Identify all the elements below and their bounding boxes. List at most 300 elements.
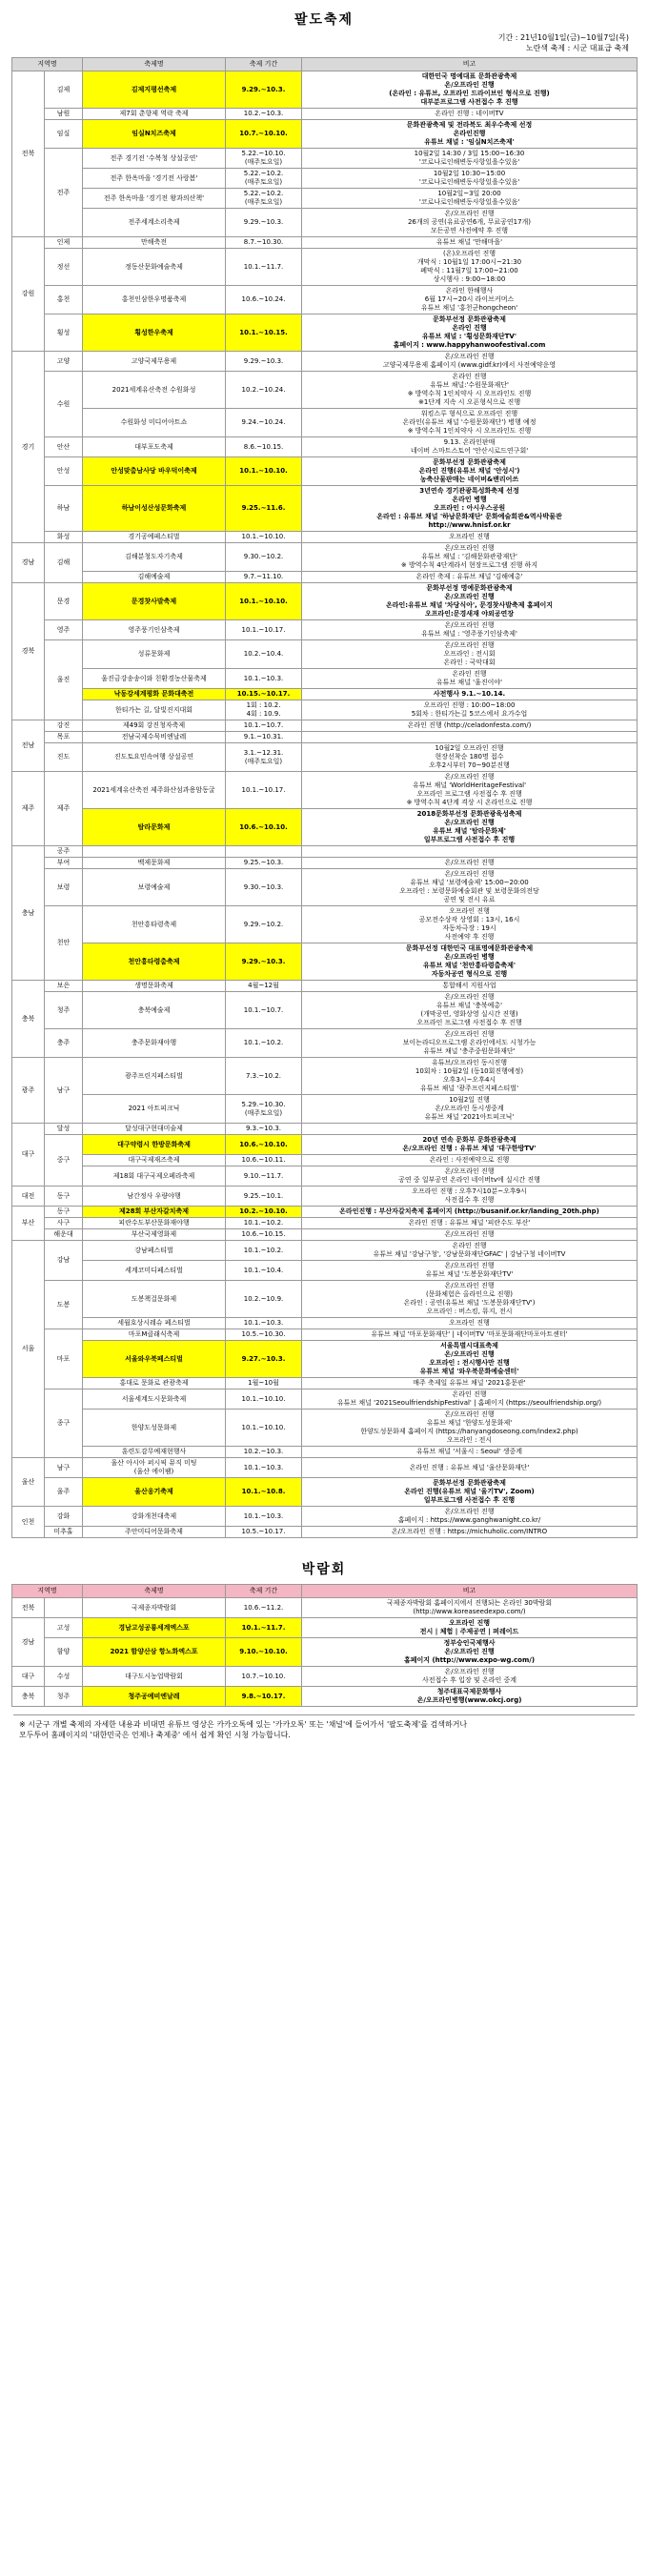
region-cell: 전북 — [12, 1598, 45, 1618]
expo-table-body — [12, 1598, 638, 1707]
table-row — [12, 1218, 638, 1229]
festival-name-cell: 달성대구현대미술제 — [83, 1124, 226, 1135]
expo-header-row — [12, 1585, 638, 1598]
festival-name-cell: 경기공예페스티벌 — [83, 532, 226, 543]
festival-name-cell: 하남이성산성문화축제 — [83, 486, 226, 532]
festival-name-cell: 부산국제영화제 — [83, 1229, 226, 1241]
note-cell — [302, 846, 638, 858]
notice-text: 노란색 축제 : 시군 대표급 축제 — [525, 44, 629, 52]
period-cell: 10.6.~10.10. — [226, 809, 302, 846]
period-cell: 10.1.~10.4. — [226, 1261, 302, 1281]
city-cell: 정선 — [45, 249, 83, 286]
festival-name-cell: 김해분청도자기축제 — [83, 543, 226, 572]
festival-name-cell: 충북예술제 — [83, 992, 226, 1029]
period-cell: 9.29.~10.3. — [226, 943, 302, 981]
city-cell: 고양 — [45, 352, 83, 372]
festival-name-cell: 대구약령시 한방문화축제 — [83, 1135, 226, 1155]
region-cell: 전북 — [12, 71, 45, 237]
city-cell: 보령 — [45, 869, 83, 906]
festival-name-cell: 남간정사 우량야행 — [83, 1187, 226, 1207]
festival-name-cell: 충주문화재야행 — [83, 1029, 226, 1058]
table-row — [12, 869, 638, 906]
festival-name-cell: 경남고성공룡세계엑스포 — [83, 1618, 226, 1638]
note-cell: 온라인 진행 : 유튜브 채널 '피란수도 부산' — [302, 1218, 638, 1229]
note-cell: 9.13. 온라인판매 네이버 스마트스토어 '안산시로드연구회' — [302, 437, 638, 457]
period-cell: 5.22.~10.2. (매주토요일) — [226, 189, 302, 209]
period-cell: 10.7.~10.10. — [226, 120, 302, 149]
note-cell: 온/오프라인 진행 보이는라디오프로그램 온라인에서도 시청가능 유튜브 채널 '충주중원문화재단' — [302, 1029, 638, 1058]
table-row — [12, 583, 638, 620]
table-row — [12, 1318, 638, 1329]
period-cell: 10.6.~10.10. — [226, 1135, 302, 1155]
period-cell: 9.29.~10.3. — [226, 352, 302, 372]
note-cell: 10월2일 14:30 / 3일 15:00~16:30 '코로나로인해변동사항있을수있음' — [302, 149, 638, 169]
table-row — [12, 249, 638, 286]
period-cell: 10.2.~10.24. — [226, 372, 302, 409]
festival-name-cell: 강남페스티벌 — [83, 1241, 226, 1261]
region-cell: 전남 — [12, 720, 45, 772]
festival-name-cell: 강화개천대축제 — [83, 1507, 226, 1527]
city-cell — [45, 1598, 83, 1618]
expo-header-name: 축제명 — [83, 1585, 226, 1598]
table-row — [12, 71, 638, 109]
period-cell: 10.2.~10.3. — [226, 109, 302, 120]
region-cell: 경남 — [12, 543, 45, 583]
note-cell: 온/오프라인 진행 유튜브 채널 : '김해문화관광재단' ※ 방역수칙 4단계라서 현장프로그램 진행 하지 — [302, 543, 638, 572]
region-cell: 경남 — [12, 1618, 45, 1667]
city-cell: 울진 — [45, 640, 83, 720]
festival-name-cell: 전남국제수묵비엔날레 — [83, 732, 226, 743]
period-cell: 10.1.~10.7. — [226, 992, 302, 1029]
period-cell: 3.1.~12.31. (매주토요일) — [226, 743, 302, 772]
festival-name-cell: 2021세계유산축전 제주화산섬과용암동굴 — [83, 772, 226, 809]
city-cell: 동구 — [45, 1187, 83, 1207]
table-row — [12, 352, 638, 372]
table-row — [12, 1229, 638, 1241]
period-cell: 5.22.~10.2. (매주토요일) — [226, 169, 302, 189]
festival-name-cell: 청주공예비엔날레 — [83, 1687, 226, 1707]
period-cell: 10.6.~10.11. — [226, 1155, 302, 1166]
city-cell: 안성 — [45, 457, 83, 486]
period-cell: 8.7.~10.30. — [226, 237, 302, 249]
city-cell: 부여 — [45, 858, 83, 869]
city-cell: 남구 — [45, 1058, 83, 1124]
festival-name-cell: 만해축전 — [83, 237, 226, 249]
note-cell: 문화부선정 명예문화관광축제 온/오프라인 진행 온라인:유튜브 채널 '차당식아', 문경찻사발축제 홈페이지 오프라인:문경새재 야외공연장 — [302, 583, 638, 620]
city-cell: 달성 — [45, 1124, 83, 1135]
period-cell: 10.5.~10.30. — [226, 1329, 302, 1341]
expo-header-region: 지역명 — [12, 1585, 83, 1598]
festival-name-cell: 홍천인삼한우명품축제 — [83, 286, 226, 314]
period-cell: 10.6.~10.15. — [226, 1229, 302, 1241]
table-row — [12, 846, 638, 858]
city-cell: 보은 — [45, 981, 83, 992]
festival-name-cell: 울진금강송송이와 친환경농산물축제 — [83, 669, 226, 689]
note-cell: 온/오프라인 진행 유튜브 채널 '도봉문화재단TV' — [302, 1261, 638, 1281]
table-row — [12, 1187, 638, 1207]
note-cell: 매주 축제일 유튜브 채널 '2021홍문관' — [302, 1378, 638, 1389]
festival-name-cell: 한양도성문화제 — [83, 1410, 226, 1447]
table-row — [12, 209, 638, 237]
period-cell: 9.29.~10.3. — [226, 71, 302, 109]
city-cell: 진도 — [45, 743, 83, 772]
table-row — [12, 486, 638, 532]
note-cell: 문화부선정 대한민국 대표명예문화관광축제 온/오프라인 병행 유튜브 채널 '천안흥타령춤축제' 자동차공연 형식으로 진행 — [302, 943, 638, 981]
city-cell: 수원 — [45, 372, 83, 437]
period-cell: 1회 : 10.2. 4회 : 10.9. — [226, 700, 302, 720]
table-row — [12, 689, 638, 700]
period-cell: 10.1.~10.3. — [226, 1318, 302, 1329]
period-cell: 9.25.~10.3. — [226, 858, 302, 869]
city-cell: 강남 — [45, 1241, 83, 1281]
note-cell: 온/오프라인 진행 유튜브 채널 'WorldHeritageFestival' 오프라인 프로그램 사전접수 후 진행 ※ 방역수칙 4단계 격상 시 온라인으로 진행 — [302, 772, 638, 809]
period-cell: 9.27.~10.3. — [226, 1341, 302, 1378]
festival-name-cell: 보령예술제 — [83, 869, 226, 906]
note-cell: 온라인 진행 : 네이버TV — [302, 109, 638, 120]
note-cell: 정부승인국제행사 온/오프라인 진행 홈페이지 (http://www.expo-wg.com/) — [302, 1638, 638, 1667]
city-cell: 강진 — [45, 720, 83, 732]
region-cell: 경기 — [12, 352, 45, 543]
period-cell: 10.1.~10.3. — [226, 669, 302, 689]
table-row — [12, 981, 638, 992]
city-cell: 천안 — [45, 906, 83, 981]
city-cell: 마포 — [45, 1329, 83, 1389]
table-row — [12, 809, 638, 846]
region-cell: 대구 — [12, 1124, 45, 1187]
city-cell: 김제 — [45, 71, 83, 109]
festival-name-cell: 성류문화제 — [83, 640, 226, 669]
festival-name-cell: 제49회 강진청자축제 — [83, 720, 226, 732]
note-cell: 문화부선정 문화관광축제 온라인 진행(유튜브 채널 '안성시') 농축산물판매는 네이버&밴리어쓰 — [302, 457, 638, 486]
city-cell: 영주 — [45, 620, 83, 640]
table-row — [12, 532, 638, 543]
note-cell: 온/오프라인 진행 고양국제무용제 홈페이지 (www.gidf.kr)에서 사전예약운영 — [302, 352, 638, 372]
region-cell: 대구 — [12, 1667, 45, 1687]
note-cell: 유튜브 채널 '만해마을' — [302, 237, 638, 249]
festival-name-cell: 마포M클래식축제 — [83, 1329, 226, 1341]
table-row — [12, 109, 638, 120]
period-cell: 10.1.~10.3. — [226, 1458, 302, 1478]
period-cell: 10.1.~10.10. — [226, 532, 302, 543]
region-cell: 제주 — [12, 772, 45, 846]
note-cell: 10월2일 10:30~15:00 '코로나로인해변동사항있을수있음' — [302, 169, 638, 189]
period-cell: 10.1.~11.7. — [226, 249, 302, 286]
note-cell: 10월2일 진행 온/오프라인 동시생중계 유튜브 채널 '2021아트피크닉' — [302, 1095, 638, 1124]
expo-table — [11, 1584, 638, 1707]
note-cell: 온라인 진행 유튜브 채널 '강남구청', '강남문화재단GFAC' | 강남구청 네이버TV — [302, 1241, 638, 1261]
note-cell: 10월2일~3일 20:00 '코로나로인해변동사항있을수있음' — [302, 189, 638, 209]
city-cell: 종구 — [45, 1389, 83, 1458]
city-cell: 수성 — [45, 1667, 83, 1687]
city-cell: 해운대 — [45, 1229, 83, 1241]
period-cell: 9.1.~10.31. — [226, 732, 302, 743]
festival-name-cell: 생명문화축제 — [83, 981, 226, 992]
table-row — [12, 1618, 638, 1638]
table-row — [12, 858, 638, 869]
festival-name-cell: 횡성한우축제 — [83, 314, 226, 352]
period-cell: 9.29.~10.2. — [226, 906, 302, 943]
city-cell: 청주 — [45, 1687, 83, 1707]
period-cell: 10.1.~10.15. — [226, 314, 302, 352]
note-cell: 온/오프라인 진행 공연 중 일부공연 온라인 네이버tv에 실시간 진행 — [302, 1166, 638, 1187]
festival-name-cell: 제18회 대구국제오페라축제 — [83, 1166, 226, 1187]
period-cell: 5.29.~10.30. (매주토요일) — [226, 1095, 302, 1124]
festival-name-cell: 김해예술제 — [83, 572, 226, 583]
note-cell: 온/오프라인 진행 사전접수 후 입장 및 온라인 중계 — [302, 1667, 638, 1687]
table-row — [12, 992, 638, 1029]
note-cell: 온라인 축제 : 유튜브 채널 '김해예총' — [302, 572, 638, 583]
table-row — [12, 720, 638, 732]
region-cell: 부산 — [12, 1207, 45, 1241]
period-cell: 4월~12월 — [226, 981, 302, 992]
period-text: 기간 : 21년10월1일(금)~10월7일(목) — [497, 33, 629, 42]
period-cell: 10.7.~10.10. — [226, 1667, 302, 1687]
festival-name-cell: 전주세계소리축제 — [83, 209, 226, 237]
period-cell: 10.5.~10.17. — [226, 1527, 302, 1538]
festival-name-cell: 천안흥타령춤축제 — [83, 943, 226, 981]
city-cell: 남원 — [45, 109, 83, 120]
city-cell: 중구 — [45, 1135, 83, 1187]
city-cell: 화성 — [45, 532, 83, 543]
festival-name-cell: 탐라문화제 — [83, 809, 226, 846]
city-cell: 임실 — [45, 120, 83, 149]
period-cell: 7.3.~10.2. — [226, 1058, 302, 1095]
expo-header-period: 축제 기간 — [226, 1585, 302, 1598]
festival-name-cell: 대구국제재즈축제 — [83, 1155, 226, 1166]
note-cell: 온/오프라인 진행 — [302, 1229, 638, 1241]
festival-table — [11, 57, 638, 1538]
note-cell: 문화관광축제 및 전라북도 최우수축제 선정 온라인진행 유튜브 채널 : '임실N치즈축제' — [302, 120, 638, 149]
festival-name-cell: 홍대로 문화로 관광축제 — [83, 1378, 226, 1389]
table-row — [12, 1527, 638, 1538]
festival-table-body — [12, 71, 638, 1538]
region-cell: 울산 — [12, 1458, 45, 1507]
festival-name-cell: 세계코미디페스티벌 — [83, 1261, 226, 1281]
festival-name-cell: 도봉책걸문화제 — [83, 1281, 226, 1318]
period-cell: 9.10.~10.10. — [226, 1638, 302, 1667]
expo-header-note: 비고 — [302, 1585, 638, 1598]
festival-name-cell: 울산 아시아 퍼시픽 뮤직 미팅 (울산 에이팸) — [83, 1458, 226, 1478]
header-note: 비고 — [302, 58, 638, 71]
table-row — [12, 1058, 638, 1095]
festival-name-cell: 대부포도축제 — [83, 437, 226, 457]
region-cell: 경북 — [12, 583, 45, 720]
note-cell: (온)오프라인 진행 개막식 : 10월1일 17:00시~21:30 폐막식 : 11월7일 17:00~21:00 상시행사 : 9:00~18:00 — [302, 249, 638, 286]
city-cell: 목포 — [45, 732, 83, 743]
table-row — [12, 543, 638, 572]
note-cell: 20년 연속 문화부 문화관광축제 온/오프라인 진행 : 유튜브 채널 '대구한방TV' — [302, 1135, 638, 1155]
city-cell: 남구 — [45, 1458, 83, 1478]
note-cell: 유튜브/오프라인 동시진행 10회차 : 10월2일 (동10회진행예정) 오후3시~오후4시 유튜브 채널 '광주프린지페스티벌' — [302, 1058, 638, 1095]
note-cell: 온/오프라인 진행 유튜브 채널 '한양도성문화제' 한양도성문화제 홈페이지 (https://hanyangdoseong.com/index2.php) 오프라인 : 전시 — [302, 1410, 638, 1447]
note-cell: 오프라인 진행 : 오후7시10분~오후9시 사전접수 후 진행 — [302, 1187, 638, 1207]
festival-name-cell: 피란수도부산문화재야행 — [83, 1218, 226, 1229]
note-cell: 3년연속 경기관광특성화축제 선정 온라인 병행 오프라인 : 아시우스공원 온라인 : 유튜브 채널 '하남문화재단' 문화예술회관&역사박물관 http://www.hnisf.or.kr — [302, 486, 638, 532]
period-cell: 10.1.~10.3. — [226, 1507, 302, 1527]
table-row — [12, 700, 638, 720]
festival-name-cell: 진도토요민속여행 상설공연 — [83, 743, 226, 772]
table-row — [12, 1329, 638, 1341]
table-row — [12, 906, 638, 943]
table-row — [12, 1095, 638, 1124]
footer-note: ※ 시군구 개별 축제의 자세한 내용과 비대면 유튜브 영상은 카카오톡에 있는 '카카오톡' 또는 '채널'에 들어가서 '팔도축제'를 검색하거나 모두투어 홈페이지의 '대한민국은 언제나 축제중' 에서 쉽게 확인 시청 가능합니다. — [13, 1714, 635, 1744]
note-cell: 오프라인 진행 : 10:00~18:00 5회차 : 한티가는길 5코스에서 요가수업 — [302, 700, 638, 720]
note-cell: 청주대표국제문화행사 온/오프라인병행(www.okcj.org) — [302, 1687, 638, 1707]
city-cell: 고성 — [45, 1618, 83, 1638]
city-cell: 김해 — [45, 543, 83, 583]
table-row — [12, 1447, 638, 1458]
period-cell: 9.30.~10.3. — [226, 869, 302, 906]
table-row — [12, 1029, 638, 1058]
period-cell: 9.25.~11.6. — [226, 486, 302, 532]
festival-name-cell: 대구도시농업박람회 — [83, 1667, 226, 1687]
period-cell: 9.8.~10.17. — [226, 1687, 302, 1707]
festival-name-cell: 영주풍기인삼축제 — [83, 620, 226, 640]
note-cell: 오프라인 진행 전시 | 체험 | 주제공연 | 퍼레이드 — [302, 1618, 638, 1638]
festival-name-cell: 문경찻사발축제 — [83, 583, 226, 620]
city-cell: 강화 — [45, 1507, 83, 1527]
note-cell — [302, 732, 638, 743]
city-cell: 제주 — [45, 772, 83, 846]
page-title: 팔도축제 — [294, 12, 354, 28]
table-row — [12, 743, 638, 772]
city-cell: 동구 — [45, 1207, 83, 1218]
table-row — [12, 1261, 638, 1281]
note-cell: 온라인 진행 유튜브 채널:'수원문화재단' ※ 방역수칙 1인치약사 시 오프라인도 진행 ※1단계 지속 시 오픈형식으로 진행 — [302, 372, 638, 409]
city-cell: 인제 — [45, 237, 83, 249]
region-cell: 서울 — [12, 1241, 45, 1458]
period-cell: 10.1.~10.2. — [226, 1241, 302, 1261]
period-cell: 10.1.~10.10. — [226, 1410, 302, 1447]
note-cell: 유튜브 채널 '서울시 : Seoul' 생중계 — [302, 1447, 638, 1458]
festival-name-cell: 세월호상시레슈 페스티벌 — [83, 1318, 226, 1329]
note-cell: 워킹스루 형식으로 오프라인 진행 온라인(유튜브 채널 '수원문화재단') 병행 예정 ※ 방역수칙 1인치약사 시 오프라인도 진행 — [302, 409, 638, 437]
table-row — [12, 1135, 638, 1155]
table-row — [12, 189, 638, 209]
table-row — [12, 1638, 638, 1667]
period-cell: 10.1.~10.2. — [226, 1218, 302, 1229]
period-cell: 5.22.~10.10. (매주토요일) — [226, 149, 302, 169]
table-row — [12, 572, 638, 583]
festival-name-cell: 정동산문화예술축제 — [83, 249, 226, 286]
table-row — [12, 314, 638, 352]
festival-name-cell: 임실N치즈축제 — [83, 120, 226, 149]
festival-name-cell: 서울와우북페스티벌 — [83, 1341, 226, 1378]
festival-name-cell: 2021 함양산삼 항노화엑스포 — [83, 1638, 226, 1667]
period-cell: 10.1.~10.10. — [226, 1389, 302, 1410]
note-cell: 국제종자박람회 홈페이지에서 진행되는 온라인 30박람회 (http://www.koreaseedexpo.com/) — [302, 1598, 638, 1618]
period-cell: 8.6.~10.15. — [226, 437, 302, 457]
header-period: 축제 기간 — [226, 58, 302, 71]
festival-name-cell: 김제지평선축제 — [83, 71, 226, 109]
period-cell: 10.1.~10.17. — [226, 620, 302, 640]
festival-name-cell: 백제문화제 — [83, 858, 226, 869]
festival-name-cell: 수원화성 미디어아트쇼 — [83, 409, 226, 437]
period-cell: 9.24.~10.24. — [226, 409, 302, 437]
city-cell: 홍천 — [45, 286, 83, 314]
city-cell: 사구 — [45, 1218, 83, 1229]
region-cell: 충북 — [12, 1687, 45, 1707]
festival-name-cell: 주안미디어문화축제 — [83, 1527, 226, 1538]
table-row — [12, 943, 638, 981]
region-cell: 충남 — [12, 846, 45, 981]
note-cell: 사전행사 9.1.~10.14. — [302, 689, 638, 700]
note-cell: 온/오프라인 진행 (문화체험은 올라인으로 진행) 온라인 : 공연(유튜브 채널 '도봉문화재단TV') 오프라인 : 버스킹, 뮤지, 전시 — [302, 1281, 638, 1318]
note-cell: 온라인 : 사전예약으로 진행 — [302, 1155, 638, 1166]
city-cell: 전주 — [45, 149, 83, 237]
note-cell: 온라인 진행 유튜브 채널 '울진이야' — [302, 669, 638, 689]
note-cell: 서울특별시대표축제 온/오프라인 진행 오프라인 : 전시행사만 진행 유튜브 채널 '와우북문화예술센터' — [302, 1341, 638, 1378]
note-cell: 온라인 진행 유튜브 채널 '2021SeoulfriendshipFestival' | 홈페이지 (https://seoulfriendship.org/) — [302, 1389, 638, 1410]
table-row — [12, 457, 638, 486]
table-row — [12, 237, 638, 249]
city-cell: 청주 — [45, 992, 83, 1029]
note-cell — [302, 1124, 638, 1135]
table-row — [12, 732, 638, 743]
note-cell: 오프라인 진행 공모전수상작 상영회 : 13시, 16시 자동차극장 : 19시 사전예약 후 진행 — [302, 906, 638, 943]
table-row — [12, 1598, 638, 1618]
table-row — [12, 1166, 638, 1187]
note-cell: 문화부선정 문화관광축제 온라인 진행 유튜브 채널 : '횡성문화재단TV' 홈페이지 : www.happyhanwoofestival.com — [302, 314, 638, 352]
region-cell: 인천 — [12, 1507, 45, 1538]
festival-name-cell: 2021 아트피크닉 — [83, 1095, 226, 1124]
festival-name-cell: 한티가는 길, 달빛진지대회 — [83, 700, 226, 720]
expo-title: 박람회 — [301, 1562, 347, 1577]
table-row — [12, 1207, 638, 1218]
period-cell — [226, 846, 302, 858]
period-cell: 9.30.~10.2. — [226, 543, 302, 572]
festival-name-cell — [83, 846, 226, 858]
table-row — [12, 1507, 638, 1527]
festival-name-cell: 제7회 춘향제 역락 축제 — [83, 109, 226, 120]
festival-name-cell: 낙동강세계평화 문화대축전 — [83, 689, 226, 700]
note-cell: 온라인 진행 (http://celadonfesta.com/) — [302, 720, 638, 732]
period-cell: 9.29.~10.3. — [226, 209, 302, 237]
note-cell: 2018문화부선정 문화관광육성축제 온/오프라인 진행 유튜브 채널 '탐라문화제' 일부프로그램 사전접수 후 진행 — [302, 809, 638, 846]
festival-name-cell: 국제종자박람회 — [83, 1598, 226, 1618]
table-row — [12, 169, 638, 189]
city-cell: 하남 — [45, 486, 83, 532]
note-cell: 온/오프라인 진행 유튜브 채널 '충북예총' (개막공연, 영화상영 실시간 진행) 오프라인 프로그램 사전접수 후 진행 — [302, 992, 638, 1029]
table-row — [12, 1687, 638, 1707]
period-cell: 10.1.~10.10. — [226, 457, 302, 486]
table-row — [12, 409, 638, 437]
period-cell: 9.7.~11.10. — [226, 572, 302, 583]
note-cell: 온라인 진행 : 유튜브 채널 '울산문화재단' — [302, 1458, 638, 1478]
note-cell: 온/오프라인 진행 유튜브 채널 : '영주풍기인삼축제' — [302, 620, 638, 640]
note-cell: 온/오프라인 진행 — [302, 858, 638, 869]
period-cell: 10.1.~10.2. — [226, 1029, 302, 1058]
festival-name-cell: 제28회 부산자갈치축제 — [83, 1207, 226, 1218]
table-row — [12, 1389, 638, 1410]
festival-name-cell: 전주 한옥마을 '경기전 사랑봄' — [83, 169, 226, 189]
festival-name-cell: 서울세계도시문화축제 — [83, 1389, 226, 1410]
period-cell: 9.25.~10.1. — [226, 1187, 302, 1207]
city-cell: 문경 — [45, 583, 83, 620]
table-row — [12, 1410, 638, 1447]
period-cell: 10.1.~10.8. — [226, 1478, 302, 1507]
note-cell: 유튜브 채널 '마포문화재단' | 네이버TV '마포문화재단마포아트센터' — [302, 1329, 638, 1341]
city-cell: 울주 — [45, 1478, 83, 1507]
table-row — [12, 669, 638, 689]
table-row — [12, 1281, 638, 1318]
note-cell: 온라인 한해행사 6월 17시~20시 라이브커머스 유튜브 채널 '홍천군hongcheon' — [302, 286, 638, 314]
table-row — [12, 286, 638, 314]
period-cell: 9.3.~10.3. — [226, 1124, 302, 1135]
city-cell: 안산 — [45, 437, 83, 457]
note-cell: 온/오프라인 진행 홈페이지 : https://www.ganghwanight.co.kr/ — [302, 1507, 638, 1527]
note-cell: 오프라인 진행 — [302, 1318, 638, 1329]
